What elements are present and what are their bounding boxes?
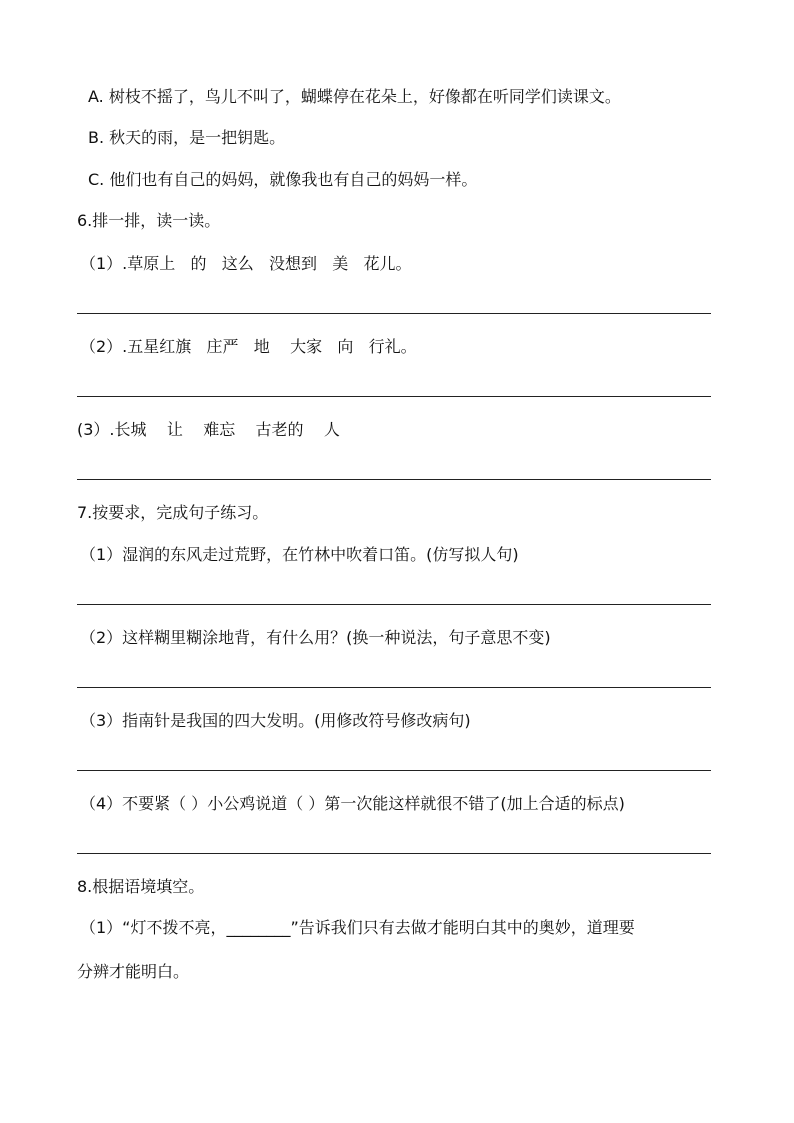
q8-item-1-line-2: 分辨才能明白。 [77, 962, 190, 981]
q7-item-2: （2）这样糊里糊涂地背，有什么用？(换一种说法，句子意思不变) [80, 628, 551, 647]
answer-line[interactable] [77, 479, 711, 480]
q8-item-1-line-1: （1）“灯不拨不亮，________”告诉我们只有去做才能明白其中的奥妙，道理要 [80, 918, 635, 937]
q6-item-2: （2）.五星红旗 庄严 地 大家 向 行礼。 [80, 337, 417, 356]
answer-line[interactable] [77, 853, 711, 854]
q6-item-1: （1）.草原上 的 这么 没想到 美 花儿。 [80, 254, 412, 273]
option-b: B. 秋天的雨，是一把钥匙。 [88, 128, 286, 147]
option-a: A. 树枝不摇了，鸟儿不叫了，蝴蝶停在花朵上，好像都在听同学们读课文。 [88, 87, 621, 106]
q7-item-1: （1）湿润的东风走过荒野，在竹林中吹着口笛。(仿写拟人句) [80, 545, 519, 564]
answer-line[interactable] [77, 687, 711, 688]
answer-line[interactable] [77, 396, 711, 397]
q6-item-3: (3）.长城 让 难忘 古老的 人 [77, 420, 340, 439]
q7-item-3: （3）指南针是我国的四大发明。(用修改符号修改病句) [80, 711, 471, 730]
option-c: C. 他们也有自己的妈妈，就像我也有自己的妈妈一样。 [88, 170, 478, 189]
question-6-heading: 6.排一排，读一读。 [77, 211, 221, 230]
answer-line[interactable] [77, 770, 711, 771]
answer-line[interactable] [77, 604, 711, 605]
question-7-heading: 7.按要求，完成句子练习。 [77, 503, 269, 522]
question-8-heading: 8.根据语境填空。 [77, 877, 205, 896]
answer-line[interactable] [77, 313, 711, 314]
q7-item-4: （4）不要紧（ ）小公鸡说道（ ）第一次能这样就很不错了(加上合适的标点) [80, 794, 625, 813]
